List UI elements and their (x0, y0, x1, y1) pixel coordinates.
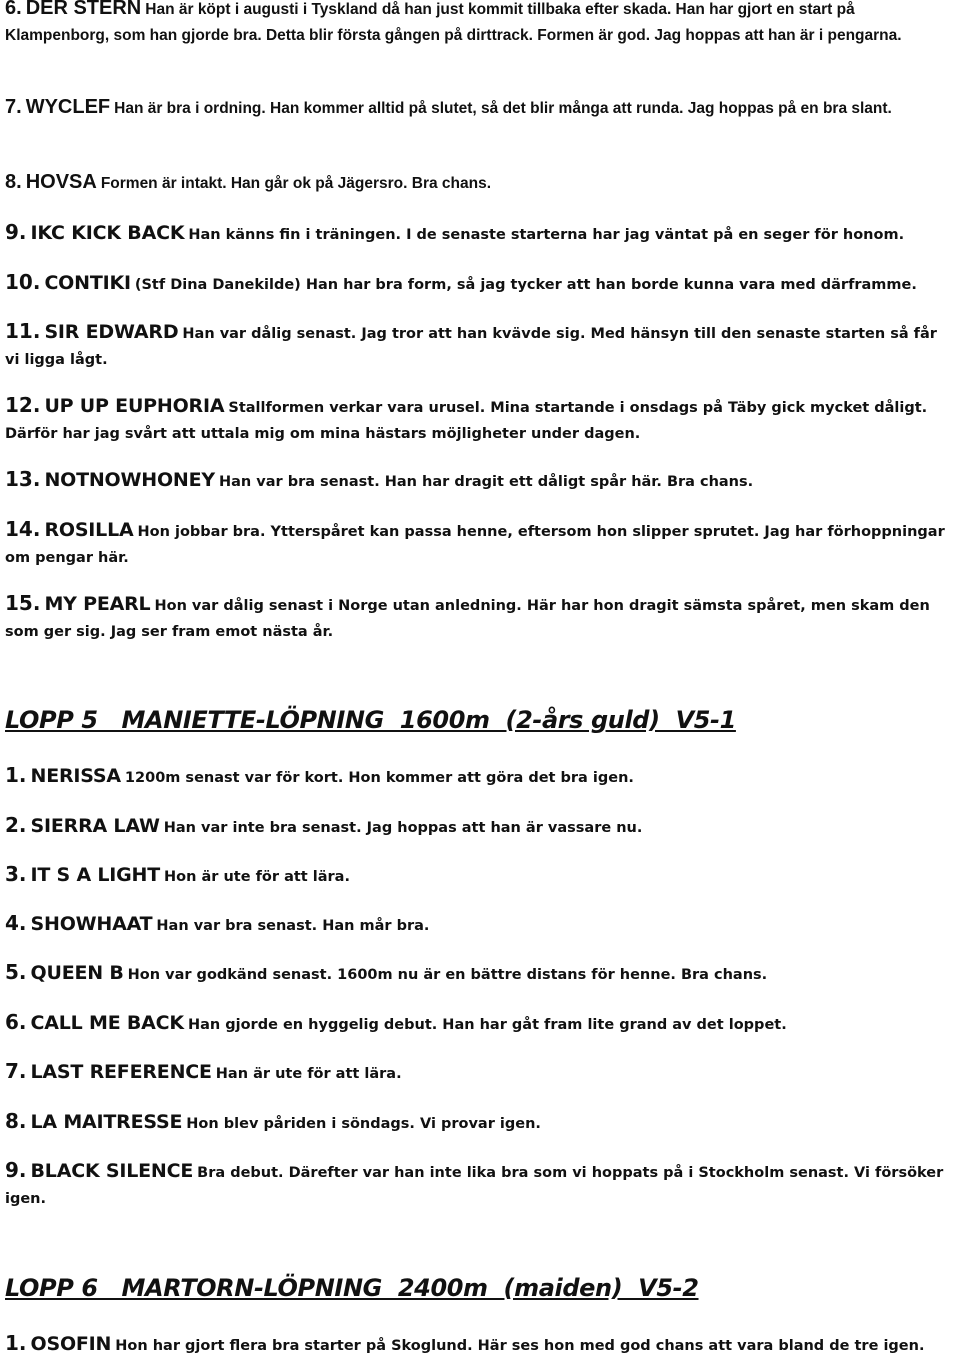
entry-hovsa (5, 169, 956, 197)
horse-name: QUEEN B (30, 962, 124, 984)
entry-number: 13. (5, 467, 41, 491)
entry-comment: Hon blev påriden i söndags. Vi provar igen. (186, 1116, 541, 1132)
entry-number: 8. (5, 171, 22, 193)
entry-comment: Formen är intakt. Han går ok på Jägersro. Bra chans. (100, 175, 492, 192)
entry-comment: Han känns fin i träningen. I de senaste starterna har jag väntat på en seger för honom. (188, 227, 905, 243)
horse-name: WYCLEF (25, 96, 111, 118)
entry-number: 15. (5, 591, 41, 615)
entry-number: 10. (5, 270, 41, 294)
entry-la-maitresse (5, 1108, 956, 1137)
entry-notnowhoney (5, 466, 956, 495)
entry-showhaat (5, 910, 956, 939)
horse-name: NERISSA (30, 765, 121, 787)
entry-number: 8. (5, 1109, 27, 1133)
entry-comment: Hon har gjort flera bra starter på Skoglund. Här ses hon med god chans att vara bland de tre igen. (115, 1338, 925, 1354)
entry-comment: Hon jobbar bra. Ytterspåret kan passa henne, eftersom hon slipper sprutet. Jag har förhoppningar om pengar här. (5, 524, 945, 566)
entry-comment: Han är bra i ordning. Han kommer alltid på slutet, så det blir många att runda. Jag hoppas på en bra slant. (114, 100, 892, 117)
entry-call-me-back (5, 1009, 956, 1038)
entry-number: 9. (5, 1158, 27, 1182)
horse-name: SHOWHAAT (30, 913, 153, 935)
entry-sir-edward (5, 318, 956, 373)
entry-comment: (Stf Dina Danekilde) Han har bra form, så jag tycker att han borde kunna vara med därframme. (134, 277, 917, 293)
entry-number: 5. (5, 960, 27, 984)
entry-der-stern (5, 0, 956, 49)
entry-nerissa (5, 762, 956, 791)
entry-ikc-kick-back (5, 219, 956, 248)
entry-number: 12. (5, 393, 41, 417)
entry-comment: Hon var dålig senast i Norge utan anledning. Här har hon dragit sämsta spåret, men skam den som ger sig. Jag ser fram emot nästa år. (5, 598, 930, 640)
entry-number: 7. (5, 1059, 27, 1083)
entry-number: 2. (5, 813, 27, 837)
entry-comment: Han var bra senast. Han mår bra. (156, 918, 430, 934)
horse-name: OSOFIN (30, 1333, 112, 1355)
entry-sierra-law (5, 812, 956, 841)
entry-number: 14. (5, 517, 41, 541)
entry-up-up-euphoria (5, 392, 956, 447)
entry-wyclef (5, 94, 956, 122)
entry-queen-b (5, 959, 956, 988)
race-6-heading: LOPP 6 MARTORN-LÖPNING 2400m (maiden) V5-2 (5, 1274, 699, 1302)
entry-comment: Han var bra senast. Han har dragit ett dåligt spår här. Bra chans. (218, 474, 754, 490)
entry-comment: Han gjorde en hyggelig debut. Han har gåt fram lite grand av det loppet. (187, 1017, 787, 1033)
entry-comment: Han var dålig senast. Jag tror att han kvävde sig. Med hänsyn till den senaste starten så får vi ligga lågt. (5, 326, 937, 368)
entry-my-pearl (5, 590, 956, 645)
horse-name: BLACK SILENCE (30, 1160, 194, 1182)
horse-name: ROSILLA (44, 519, 134, 541)
entry-number: 9. (5, 220, 27, 244)
entry-contiki (5, 269, 956, 298)
entry-number: 1. (5, 763, 27, 787)
entry-number: 3. (5, 862, 27, 886)
entry-comment: Han är köpt i augusti i Tyskland då han just kommit tillbaka efter skada. Han har gjort en start på Klampenborg, som han gjorde bra. Detta blir första gången på dirttrack. Formen är god. Jag hoppas att han är i pengarna. (5, 1, 902, 44)
horse-name: IKC KICK BACK (30, 222, 185, 244)
horse-name: CALL ME BACK (30, 1012, 184, 1034)
horse-name: SIR EDWARD (44, 321, 179, 343)
horse-name: IT S A LIGHT (30, 864, 161, 886)
entry-comment: Bra debut. Därefter var han inte lika bra som vi hoppats på i Stockholm senast. Vi försöker igen. (5, 1165, 944, 1207)
horse-name: UP UP EUPHORIA (44, 395, 225, 417)
horse-name: LAST REFERENCE (30, 1061, 212, 1083)
entry-comment: Stallformen verkar vara urusel. Mina startande i onsdags på Täby gick mycket dåligt. Därför har jag svårt att uttala mig om mina hästars möjligheter under dagen. (5, 400, 928, 442)
horse-name: CONTIKI (44, 272, 131, 294)
entry-comment: 1200m senast var för kort. Hon kommer att göra det bra igen. (124, 770, 634, 786)
entry-osofin (5, 1330, 956, 1359)
horse-name: HOVSA (25, 171, 97, 193)
entry-comment: Han är ute för att lära. (215, 1066, 402, 1082)
entry-comment: Han var inte bra senast. Jag hoppas att han är vassare nu. (163, 820, 643, 836)
entry-last-reference (5, 1058, 956, 1087)
entry-number: 6. (5, 1010, 27, 1034)
entry-comment: Hon var godkänd senast. 1600m nu är en bättre distans för henne. Bra chans. (127, 967, 768, 983)
entry-black-silence (5, 1157, 956, 1212)
horse-name: DER STERN (25, 0, 142, 19)
entry-rosilla (5, 516, 956, 571)
horse-name: NOTNOWHONEY (44, 469, 215, 491)
entry-comment: Hon är ute för att lära. (164, 869, 350, 885)
entry-number: 7. (5, 96, 22, 118)
horse-name: SIERRA LAW (30, 815, 160, 837)
entry-number: 6. (5, 0, 22, 19)
entry-number: 11. (5, 319, 41, 343)
horse-name: MY PEARL (44, 593, 151, 615)
entry-its-a-light (5, 861, 956, 890)
entry-number: 1. (5, 1331, 27, 1355)
race-5-heading: LOPP 5 MANIETTE-LÖPNING 1600m (2-års guld) V5-1 (5, 706, 736, 734)
horse-name: LA MAITRESSE (30, 1111, 183, 1133)
entry-number: 4. (5, 911, 27, 935)
